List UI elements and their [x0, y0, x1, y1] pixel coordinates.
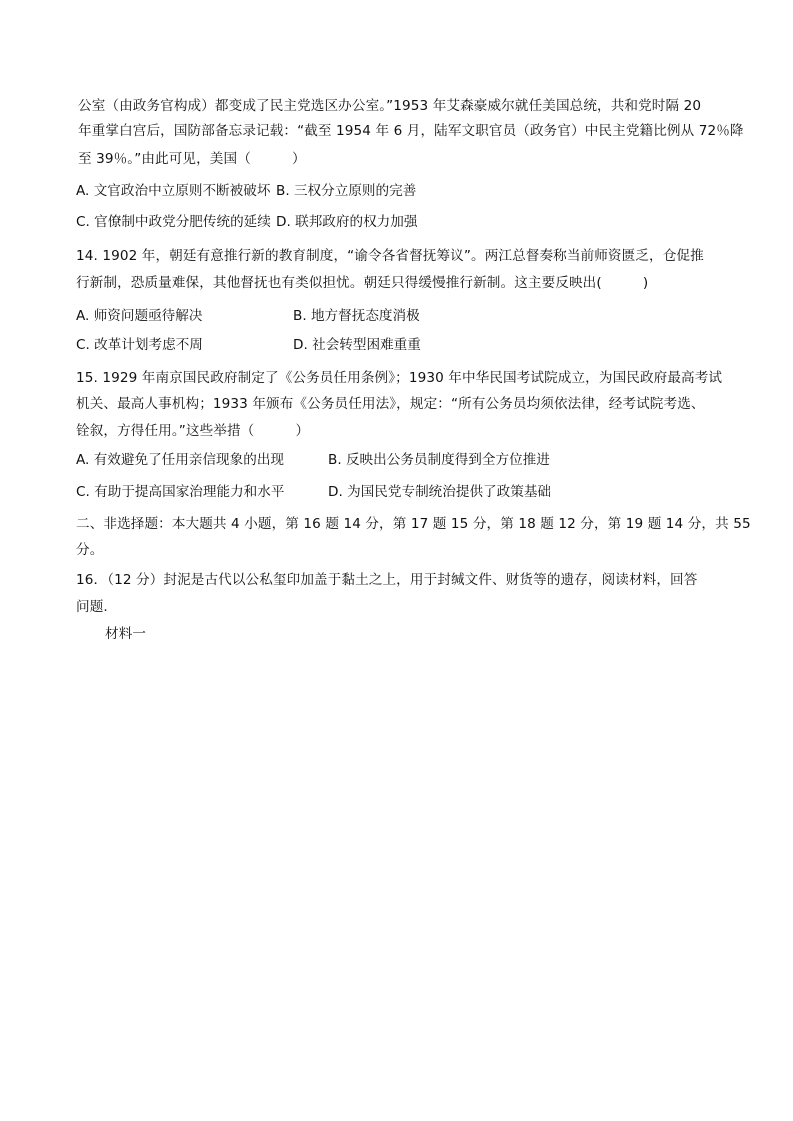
q13-option-d: D. 联邦政府的权力加强 [276, 214, 418, 230]
q13-option-b: B. 三权分立原则的完善 [276, 183, 417, 199]
q13-option-c: C. 官僚制中政党分肥传统的延续 [76, 214, 271, 230]
q15-stem-line-2: 机关、最高人事机构；1933 年颁布《公务员任用法》，规定：“所有公务员均须依法律，经考试院考选、 [76, 396, 705, 412]
q14-stem-line-1: 14. 1902 年，朝廷有意推行新的教育制度，“谕令各省督抚筹议”。两江总督奏称当前师资匮乏，仓促推 [76, 248, 704, 264]
q14-stem-line-2: 行新制，恐质量难保，其他督抚也有类似担忧。朝廷只得缓慢推行新制。这主要反映出( ) [76, 275, 649, 291]
q13-stem-line-2: 年重掌白宫后，国防部备忘录记载：“截至 1954 年 6 月，陆军文职官员（政务官）中民主党籍比例从 72％降 [78, 123, 744, 139]
q15-stem-line-3: 铨叙，方得任用。”这些举措（ ） [76, 423, 310, 439]
section-2-heading-line-1: 二、非选择题：本大题共 4 小题，第 16 题 14 分，第 17 题 15 分，第 18 题 12 分，第 19 题 14 分，共 55 [76, 516, 751, 532]
q15-option-b: B. 反映出公务员制度得到全方位推进 [328, 452, 550, 468]
q15-option-a: A. 有效避免了任用亲信现象的出现 [76, 452, 285, 468]
q15-stem-line-1: 15. 1929 年南京国民政府制定了《公务员任用条例》；1930 年中华民国考试院成立，为国民政府最高考试 [76, 370, 723, 386]
q13-stem-line-3: 至 39％。”由此可见，美国（ ） [78, 151, 306, 167]
q14-option-a: A. 师资问题亟待解决 [76, 308, 203, 324]
q15-option-d: D. 为国民党专制统治提供了政策基础 [328, 484, 552, 500]
q14-option-d: D. 社会转型困难重重 [293, 337, 421, 353]
q14-option-c: C. 改革计划考虑不周 [76, 337, 203, 353]
q13-stem-line-1: 公室（由政务官构成）都变成了民主党选区办公室。”1953 年艾森豪威尔就任美国总统，共和党时隔 20 [78, 98, 702, 114]
q15-option-c: C. 有助于提高国家治理能力和水平 [76, 484, 285, 500]
q13-option-a: A. 文官政治中立原则不断被破坏 [76, 183, 271, 199]
q14-option-b: B. 地方督抚态度消极 [293, 308, 420, 324]
q16-material-label: 材料一 [105, 626, 147, 642]
q16-stem-line-1: 16．（12 分）封泥是古代以公私玺印加盖于黏土之上，用于封缄文件、财货等的遗存，阅读材料，回答 [76, 572, 698, 588]
q16-stem-line-2: 问题. [76, 599, 108, 615]
section-2-heading-line-2: 分。 [76, 542, 104, 558]
